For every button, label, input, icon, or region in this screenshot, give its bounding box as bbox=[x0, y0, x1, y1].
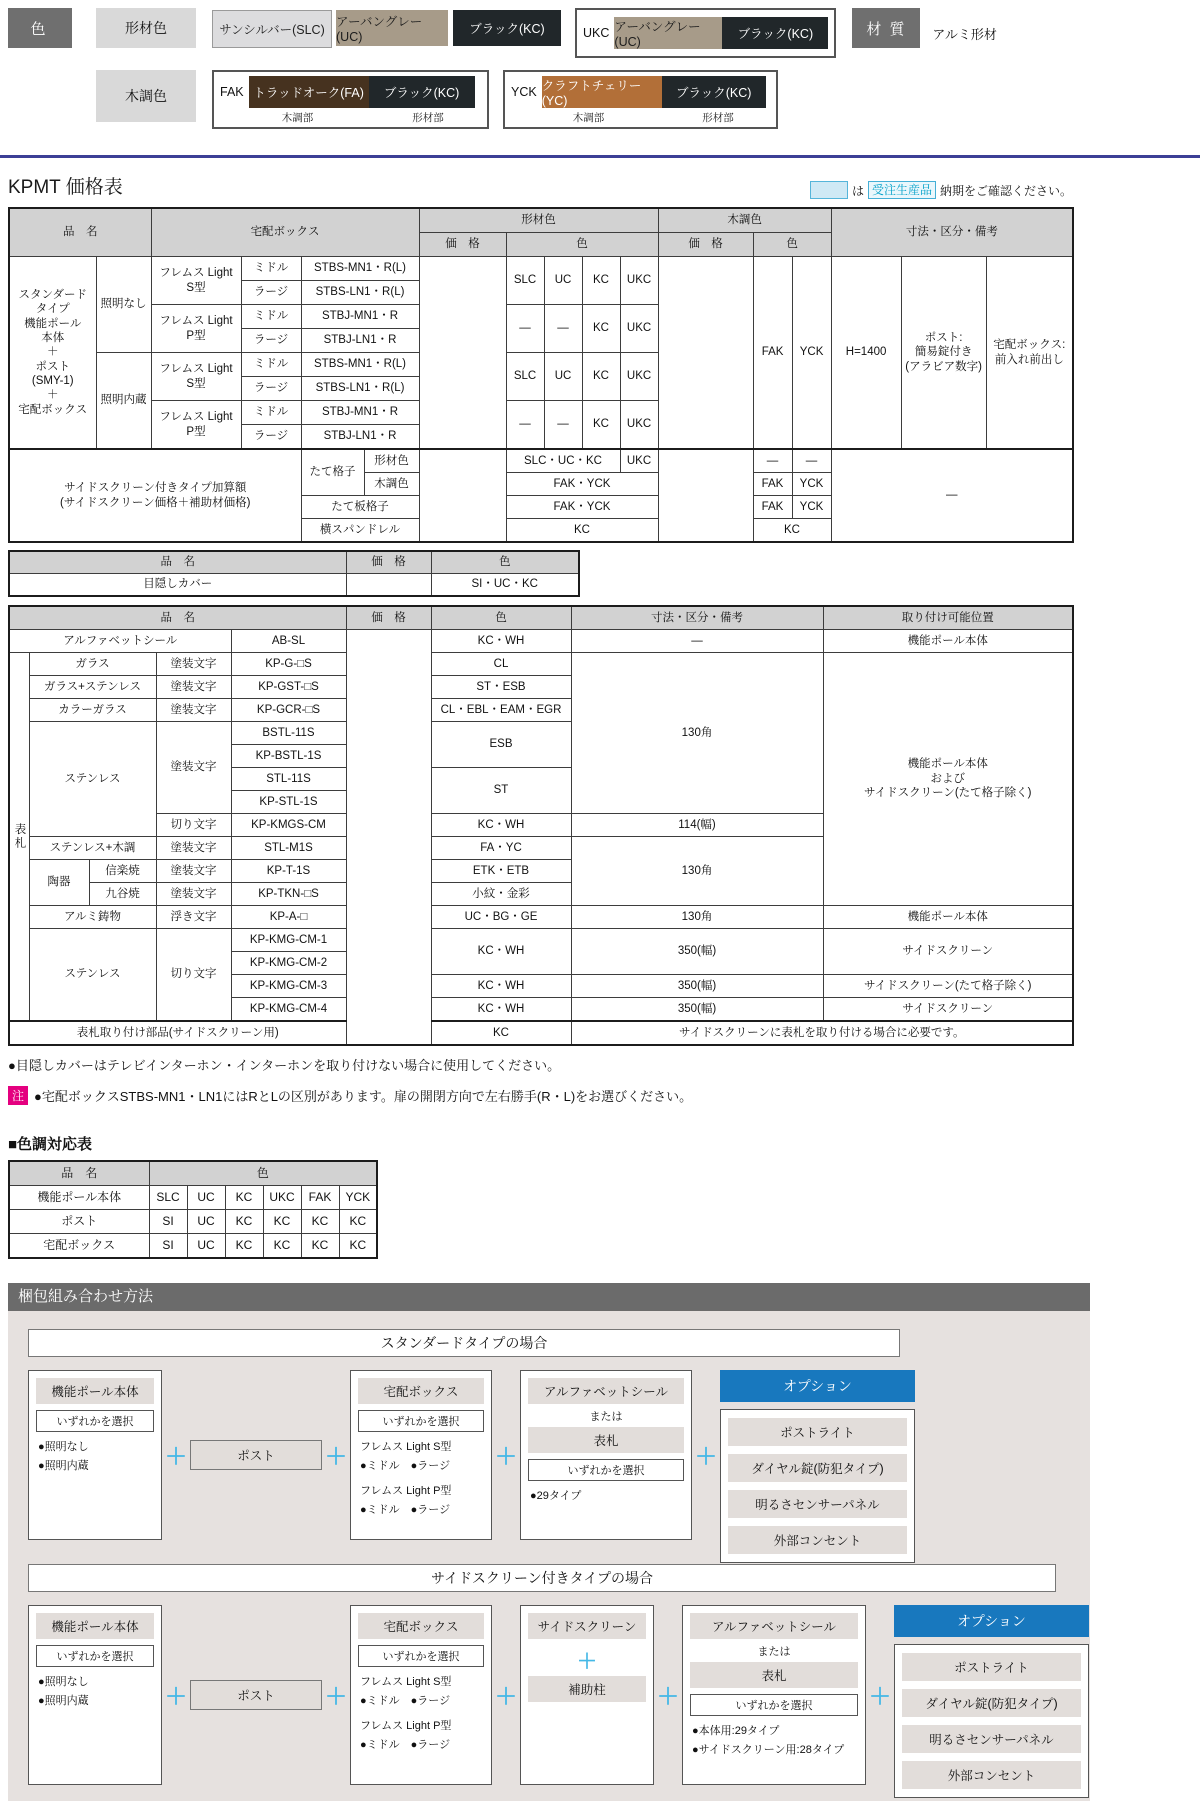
seal-option: ●本体用:29タイプ bbox=[692, 1725, 780, 1737]
cell-np-letter: 切り文字 bbox=[156, 929, 231, 1022]
cell-np-model: KP-KMG-CM-2 bbox=[231, 952, 346, 975]
fak-swatch-black: ブラック(KC) bbox=[369, 76, 475, 108]
cell-color: UC bbox=[544, 257, 582, 305]
post-label: ポスト bbox=[190, 1440, 322, 1470]
seal-label: アルファベットシール bbox=[690, 1613, 858, 1639]
delivery-box-box bbox=[350, 1605, 492, 1785]
cell-np-material: ガラス+ステンレス bbox=[29, 676, 156, 699]
table-row bbox=[9, 1234, 377, 1259]
cell-wood-color: YCK bbox=[792, 257, 831, 450]
cell-np-model: STL-11S bbox=[231, 768, 346, 791]
cell-np-letter: 塗装文字 bbox=[156, 653, 231, 676]
box-series-options: ●ミドル ●ラージ bbox=[360, 1504, 451, 1516]
plus-icon: ＋ bbox=[324, 1683, 347, 1709]
option-item: 明るさセンサーパネル bbox=[902, 1725, 1081, 1753]
cell-np-name: アルファベットシール bbox=[9, 630, 231, 653]
cell-vertical-board-lattice: たて板格子 bbox=[301, 496, 419, 519]
cell-color: — bbox=[544, 305, 582, 353]
color-legend-row2 bbox=[8, 70, 1082, 129]
swatch-sun-silver: サンシルバー(SLC) bbox=[212, 10, 332, 48]
cell-wood-color-tag: 木調色 bbox=[364, 473, 419, 496]
box-series-options: ●ミドル ●ラージ bbox=[360, 1460, 451, 1472]
cell-np-letter: 塗装文字 bbox=[156, 837, 231, 860]
nameplate-side-label: 表札 bbox=[9, 653, 29, 1022]
section-divider bbox=[0, 155, 1200, 158]
cell-size: ラージ bbox=[241, 377, 301, 401]
cell-np-dim: 130角 bbox=[571, 653, 823, 814]
cell-size: ミドル bbox=[241, 305, 301, 329]
plate-label: 表札 bbox=[528, 1427, 684, 1453]
cell-color: UKC bbox=[620, 305, 658, 353]
post-label: ポスト bbox=[190, 1680, 322, 1710]
wood-color-label: 木調色 bbox=[96, 70, 196, 122]
cell-addon-color: FAK・YCK bbox=[506, 496, 658, 519]
cell-shape-price-empty bbox=[419, 257, 506, 450]
cell-color: UC bbox=[544, 353, 582, 401]
cell-np-pos: 機能ポール本体 bbox=[823, 630, 1073, 653]
cell-np-color: CL・EBL・EAM・EGR bbox=[431, 699, 571, 722]
cell-np-mount-part: 表札取り付け部品(サイドスクリーン用) bbox=[9, 1021, 346, 1045]
option-box bbox=[894, 1605, 1089, 1783]
made-to-order-swatch bbox=[810, 181, 848, 199]
cell-color: UKC bbox=[620, 401, 658, 450]
cell-np-dim: 350(幅) bbox=[571, 975, 823, 998]
cell-color: SLC bbox=[506, 257, 544, 305]
swatch-black: ブラック(KC) bbox=[453, 10, 561, 46]
note-rest: 納期をご確認ください。 bbox=[939, 183, 1072, 198]
cell-addon-wood: — bbox=[792, 449, 831, 473]
cell-np-model: KP-KMG-CM-1 bbox=[231, 929, 346, 952]
cell-addon-label: サイドスクリーン付きタイプ加算額 (サイドスクリーン価格＋補助材価格) bbox=[9, 449, 301, 542]
cell-size: ミドル bbox=[241, 353, 301, 377]
pole-option: ●照明内蔵 bbox=[38, 1460, 89, 1472]
or-label: または bbox=[757, 1646, 791, 1658]
cell-color: — bbox=[506, 305, 544, 353]
cell-cover-color: SI・UC・KC bbox=[431, 574, 579, 597]
cell-series-p: フレムス Light P型 bbox=[151, 305, 241, 353]
box-series: フレムス Light P型 bbox=[360, 1485, 452, 1497]
delivery-box-label: 宅配ボックス bbox=[358, 1378, 484, 1404]
delivery-box-select: いずれかを選択 bbox=[358, 1410, 484, 1432]
cell-np-color: ETK・ETB bbox=[431, 860, 571, 883]
th-dim: 寸法・区分・備考 bbox=[831, 208, 1073, 257]
th-wood-color: 木調色 bbox=[658, 208, 831, 233]
cell-series-s: フレムス Light S型 bbox=[151, 353, 241, 401]
yck-swatch-craft-cherry: クラフトチェリー(YC) bbox=[542, 76, 662, 108]
table-row bbox=[9, 1210, 377, 1234]
cell-np-dim: 114(幅) bbox=[571, 814, 823, 837]
plus-icon: ＋ bbox=[324, 1443, 347, 1469]
cell-np-model: KP-TKN-□S bbox=[231, 883, 346, 906]
pole-select: いずれかを選択 bbox=[36, 1645, 154, 1667]
cell-np-pos: 機能ポール本体 および サイドスクリーン(たて格子除く) bbox=[823, 653, 1073, 906]
cell-addon-wood: YCK bbox=[792, 496, 831, 519]
cell-np-color: KC・WH bbox=[431, 929, 571, 975]
cell-np-model: KP-GCR-□S bbox=[231, 699, 346, 722]
th-item: 品 名 bbox=[9, 208, 151, 257]
packing-section bbox=[8, 1283, 1090, 1801]
material-value: アルミ形材 bbox=[932, 26, 997, 42]
option-item: 明るさセンサーパネル bbox=[728, 1490, 907, 1518]
th-wood-color-sub: 色 bbox=[753, 233, 831, 257]
plus-icon: ＋ bbox=[694, 1443, 717, 1469]
th-item: 品 名 bbox=[9, 606, 346, 630]
th-shape-color-sub: 色 bbox=[506, 233, 658, 257]
cell-np-dim: 350(幅) bbox=[571, 929, 823, 975]
ukc-swatch-group bbox=[575, 8, 836, 58]
cell-np-color: 小紋・金彩 bbox=[431, 883, 571, 906]
cell-wood-price-empty bbox=[658, 257, 753, 450]
cell-addon-color: SLC・UC・KC bbox=[506, 449, 620, 473]
seal-label: アルファベットシール bbox=[528, 1378, 684, 1404]
pole-select: いずれかを選択 bbox=[36, 1410, 154, 1432]
cell-np-pos: サイドスクリーン(たて格子除く) bbox=[823, 975, 1073, 998]
page-title: KPMT 価格表 bbox=[8, 177, 123, 198]
option-item: ダイヤル錠(防犯タイプ) bbox=[728, 1454, 907, 1482]
plus-icon: ＋ bbox=[656, 1683, 679, 1709]
swatch-urban-gray: アーバングレー(UC) bbox=[336, 10, 448, 46]
ukc-code: UKC bbox=[583, 26, 610, 40]
ct-cell: KC bbox=[263, 1234, 301, 1259]
seal-option: ●29タイプ bbox=[530, 1490, 582, 1502]
cell-np-dim: 130角 bbox=[571, 906, 823, 929]
ct-cell: KC bbox=[225, 1186, 263, 1210]
ct-cell: KC bbox=[225, 1234, 263, 1259]
ct-cell: UKC bbox=[263, 1186, 301, 1210]
plus-icon: ＋ bbox=[577, 1651, 597, 1673]
th-color: 色 bbox=[431, 551, 579, 574]
cell-cover-price-empty bbox=[346, 574, 431, 597]
th-position: 取り付け可能位置 bbox=[823, 606, 1073, 630]
cell-np-color: KC・WH bbox=[431, 975, 571, 998]
cell-addon-color: FAK・YCK bbox=[506, 473, 658, 496]
ct-row-name: ポスト bbox=[9, 1210, 149, 1234]
cell-np-material: アルミ鋳物 bbox=[29, 906, 156, 929]
cell-size: ラージ bbox=[241, 329, 301, 353]
pole-option: ●照明なし bbox=[38, 1676, 89, 1688]
material-label: 材 質 bbox=[852, 8, 920, 48]
th-shape-price: 価 格 bbox=[419, 233, 506, 257]
fak-wood-part-label: 木調部 bbox=[281, 112, 314, 124]
cell-dim-post: ポスト: 簡易錠付き (アラビア数字) bbox=[901, 257, 986, 450]
pole-option: ●照明内蔵 bbox=[38, 1695, 89, 1707]
cell-addon-wood: FAK bbox=[753, 473, 792, 496]
option-item: ポストライト bbox=[728, 1418, 907, 1446]
cell-np-color: KC bbox=[431, 1021, 571, 1045]
shape-color-label: 形材色 bbox=[96, 8, 196, 48]
cell-model: STBS-MN1・R(L) bbox=[301, 353, 419, 377]
cell-model: STBJ-LN1・R bbox=[301, 425, 419, 450]
cell-color: KC bbox=[582, 353, 620, 401]
cell-np-color: ST bbox=[431, 768, 571, 814]
box-series: フレムス Light S型 bbox=[360, 1676, 452, 1688]
cell-np-model: AB-SL bbox=[231, 630, 346, 653]
cell-np-color: FA・YC bbox=[431, 837, 571, 860]
ct-cell: SI bbox=[149, 1210, 187, 1234]
cell-np-pos: サイドスクリーン bbox=[823, 998, 1073, 1022]
pole-box bbox=[28, 1370, 162, 1540]
cell-dim-height: H=1400 bbox=[831, 257, 901, 450]
cell-np-color: ST・ESB bbox=[431, 676, 571, 699]
ukc-swatch-black: ブラック(KC) bbox=[722, 17, 828, 49]
seal-select: いずれかを選択 bbox=[690, 1694, 858, 1716]
cell-np-model: KP-A-□ bbox=[231, 906, 346, 929]
hidden-cover-table bbox=[8, 550, 580, 597]
plus-icon: ＋ bbox=[164, 1683, 187, 1709]
option-header: オプション bbox=[894, 1605, 1089, 1637]
seal-box bbox=[682, 1605, 866, 1785]
cell-size: ラージ bbox=[241, 281, 301, 305]
cell-model: STBS-LN1・R(L) bbox=[301, 377, 419, 401]
ct-cell: UC bbox=[187, 1186, 225, 1210]
cell-np-letter: 塗装文字 bbox=[156, 699, 231, 722]
catalog-page bbox=[0, 8, 1200, 1783]
th-delivery-box: 宅配ボックス bbox=[151, 208, 419, 257]
cell-size: ミドル bbox=[241, 257, 301, 281]
cell-np-pos: サイドスクリーン bbox=[823, 929, 1073, 975]
cell-np-dim: — bbox=[571, 630, 823, 653]
cell-color: KC bbox=[582, 401, 620, 450]
pole-label: 機能ポール本体 bbox=[36, 1613, 154, 1639]
cell-light-off: 照明なし bbox=[96, 257, 151, 353]
cell-np-color: KC・WH bbox=[431, 998, 571, 1022]
cell-model: STBJ-MN1・R bbox=[301, 401, 419, 425]
cell-np-model: KP-KMGS-CM bbox=[231, 814, 346, 837]
th-shape-color: 形材色 bbox=[419, 208, 658, 233]
cell-np-note: サイドスクリーンに表札を取り付ける場合に必要です。 bbox=[571, 1021, 1073, 1045]
cell-np-letter: 塗装文字 bbox=[156, 676, 231, 699]
ct-cell: SI bbox=[149, 1234, 187, 1259]
cell-np-dim: 130角 bbox=[571, 837, 823, 906]
cell-np-color: UC・BG・GE bbox=[431, 906, 571, 929]
delivery-box-select: いずれかを選択 bbox=[358, 1645, 484, 1667]
th-color: 色 bbox=[149, 1161, 377, 1186]
cell-np-material: ガラス bbox=[29, 653, 156, 676]
cell-vertical-lattice: たて格子 bbox=[301, 449, 364, 496]
ct-row-name: 宅配ボックス bbox=[9, 1234, 149, 1259]
cell-np-model: STL-M1S bbox=[231, 837, 346, 860]
fak-swatch-trad-oak: トラッドオーク(FA) bbox=[249, 76, 369, 108]
yck-shape-part-label: 形材部 bbox=[702, 112, 734, 124]
option-header: オプション bbox=[720, 1370, 915, 1402]
color-label: 色 bbox=[8, 8, 72, 48]
caution-badge: 注 bbox=[8, 1086, 28, 1105]
cell-size: ラージ bbox=[241, 425, 301, 450]
made-to-order-note bbox=[810, 181, 1072, 199]
fak-shape-part-label: 形材部 bbox=[412, 112, 444, 124]
made-to-order-badge: 受注生産品 bbox=[868, 181, 936, 199]
cell-color: — bbox=[544, 401, 582, 450]
pole-option: ●照明なし bbox=[38, 1441, 89, 1453]
packing-case-standard bbox=[8, 1311, 1090, 1548]
option-item: 外部コンセント bbox=[902, 1761, 1081, 1789]
ukc-swatch-urban-gray: アーバングレー(UC) bbox=[614, 17, 722, 49]
ct-cell: KC bbox=[301, 1234, 339, 1259]
th-color: 色 bbox=[431, 606, 571, 630]
cell-np-model: KP-G-□S bbox=[231, 653, 346, 676]
cell-np-price-empty bbox=[346, 630, 431, 1046]
note-is: は bbox=[851, 183, 864, 198]
cell-np-material: 陶器 bbox=[29, 860, 89, 906]
cell-np-model: BSTL-11S bbox=[231, 722, 346, 745]
plus-icon: ＋ bbox=[164, 1443, 187, 1469]
note-hidden-cover: ●目隠しカバーはテレビインターホン・インターホンを取り付けない場合に使用してください。 bbox=[8, 1058, 561, 1073]
cell-np-model: KP-GST-□S bbox=[231, 676, 346, 699]
ct-cell: SLC bbox=[149, 1186, 187, 1210]
cell-model: STBS-LN1・R(L) bbox=[301, 281, 419, 305]
cell-horizontal-spandrel: 横スパンドレル bbox=[301, 519, 419, 543]
cell-np-color: KC・WH bbox=[431, 814, 571, 837]
th-price: 価 格 bbox=[346, 551, 431, 574]
table-row bbox=[9, 1186, 377, 1210]
or-label: または bbox=[589, 1411, 623, 1423]
th-dim: 寸法・区分・備考 bbox=[571, 606, 823, 630]
cell-cover-name: 目隠しカバー bbox=[9, 574, 346, 597]
cell-color: KC bbox=[582, 305, 620, 353]
cell-addon-price-empty bbox=[419, 449, 506, 542]
cell-dim-box: 宅配ボックス: 前入れ前出し bbox=[986, 257, 1073, 450]
cell-np-color: CL bbox=[431, 653, 571, 676]
ct-cell: UC bbox=[187, 1210, 225, 1234]
ct-cell: KC bbox=[339, 1234, 377, 1259]
cell-np-letter: 塗装文字 bbox=[156, 883, 231, 906]
cell-np-material: ステンレス+木調 bbox=[29, 837, 156, 860]
cell-color: SLC bbox=[506, 353, 544, 401]
cell-np-model: KP-T-1S bbox=[231, 860, 346, 883]
cell-wood-color: FAK bbox=[753, 257, 792, 450]
ct-cell: KC bbox=[301, 1210, 339, 1234]
box-series-options: ●ミドル ●ラージ bbox=[360, 1739, 451, 1751]
cell-addon-color: KC bbox=[506, 519, 658, 543]
plate-label: 表札 bbox=[690, 1662, 858, 1688]
fak-code: FAK bbox=[220, 85, 244, 99]
note-delivery-box bbox=[8, 1086, 1082, 1105]
ct-cell: KC bbox=[225, 1210, 263, 1234]
cell-model: STBJ-MN1・R bbox=[301, 305, 419, 329]
option-box bbox=[720, 1370, 915, 1548]
seal-box bbox=[520, 1370, 692, 1540]
ct-cell: KC bbox=[339, 1210, 377, 1234]
cell-addon-color: UKC bbox=[620, 449, 658, 473]
side-screen-addon-table bbox=[8, 448, 1074, 543]
cell-np-letter: 浮き文字 bbox=[156, 906, 231, 929]
cell-np-submaterial: 信楽焼 bbox=[89, 860, 156, 883]
packing-section-header: 梱包組み合わせ方法 bbox=[8, 1283, 1090, 1311]
th-item: 品 名 bbox=[9, 551, 346, 574]
note-delivery-box-text: ●宅配ボックスSTBS-MN1・LN1にはRとLの区別があります。扉の開閉方向で左右勝手(R・L)をお選びください。 bbox=[34, 1089, 693, 1104]
box-series: フレムス Light P型 bbox=[360, 1720, 452, 1732]
nameplate-table bbox=[8, 605, 1074, 1046]
auxiliary-post-label: 補助柱 bbox=[528, 1676, 646, 1702]
color-table-title: ■色調対応表 bbox=[8, 1136, 93, 1153]
ct-cell: YCK bbox=[339, 1186, 377, 1210]
cell-size: ミドル bbox=[241, 401, 301, 425]
cell-color: UKC bbox=[620, 257, 658, 305]
cell-np-dim: 350(幅) bbox=[571, 998, 823, 1022]
cell-np-material: ステンレス bbox=[29, 929, 156, 1022]
cell-addon-wood: YCK bbox=[792, 473, 831, 496]
cell-model: STBJ-LN1・R bbox=[301, 329, 419, 353]
yck-swatch-black: ブラック(KC) bbox=[662, 76, 766, 108]
yck-wood-part-label: 木調部 bbox=[572, 112, 605, 124]
cell-addon-wood-price-empty bbox=[658, 449, 753, 542]
cell-np-color: KC・WH bbox=[431, 630, 571, 653]
plus-icon: ＋ bbox=[494, 1443, 517, 1469]
cell-addon-wood: FAK bbox=[753, 496, 792, 519]
color-correspondence-table bbox=[8, 1160, 378, 1259]
cell-np-letter: 塗装文字 bbox=[156, 722, 231, 814]
cell-np-model: KP-BSTL-1S bbox=[231, 745, 346, 768]
cell-product-group: スタンダード タイプ 機能ポール 本体 ＋ ポスト (SMY-1) ＋ 宅配ボックス bbox=[9, 257, 96, 450]
cell-addon-dim: — bbox=[831, 449, 1073, 542]
ct-cell: UC bbox=[187, 1234, 225, 1259]
fak-swatch-group bbox=[212, 70, 489, 129]
pole-label: 機能ポール本体 bbox=[36, 1378, 154, 1404]
cell-np-material: ステンレス bbox=[29, 722, 156, 837]
cell-addon-wood: — bbox=[753, 449, 792, 473]
cell-addon-wood: KC bbox=[753, 519, 831, 543]
case-title: スタンダードタイプの場合 bbox=[28, 1329, 900, 1357]
ct-row-name: 機能ポール本体 bbox=[9, 1186, 149, 1210]
th-wood-price: 価 格 bbox=[658, 233, 753, 257]
cell-series-p: フレムス Light P型 bbox=[151, 401, 241, 450]
option-item: 外部コンセント bbox=[728, 1526, 907, 1554]
side-screen-label: サイドスクリーン bbox=[528, 1613, 646, 1639]
case-title: サイドスクリーン付きタイプの場合 bbox=[28, 1564, 1056, 1592]
color-legend-row1 bbox=[8, 8, 1082, 58]
cell-np-submaterial: 九谷焼 bbox=[89, 883, 156, 906]
box-series: フレムス Light S型 bbox=[360, 1441, 452, 1453]
cell-model: STBS-MN1・R(L) bbox=[301, 257, 419, 281]
cell-np-letter: 塗装文字 bbox=[156, 860, 231, 883]
ct-cell: FAK bbox=[301, 1186, 339, 1210]
cell-np-pos: 機能ポール本体 bbox=[823, 906, 1073, 929]
box-series-options: ●ミドル ●ラージ bbox=[360, 1695, 451, 1707]
cell-np-model: KP-STL-1S bbox=[231, 791, 346, 814]
cell-np-model: KP-KMG-CM-3 bbox=[231, 975, 346, 998]
cell-color: KC bbox=[582, 257, 620, 305]
option-item: ポストライト bbox=[902, 1653, 1081, 1681]
cell-np-letter: 切り文字 bbox=[156, 814, 231, 837]
cell-np-color: ESB bbox=[431, 722, 571, 768]
kpmt-price-table bbox=[8, 207, 1074, 450]
th-item: 品 名 bbox=[9, 1161, 149, 1186]
cell-color: UKC bbox=[620, 353, 658, 401]
cell-light-on: 照明内蔵 bbox=[96, 353, 151, 450]
yck-swatch-group bbox=[503, 70, 778, 129]
cell-np-model: KP-KMG-CM-4 bbox=[231, 998, 346, 1022]
th-price: 価 格 bbox=[346, 606, 431, 630]
delivery-box-box bbox=[350, 1370, 492, 1540]
plus-icon: ＋ bbox=[494, 1683, 517, 1709]
packing-case-side-screen bbox=[8, 1546, 1090, 1785]
pole-box bbox=[28, 1605, 162, 1785]
plus-icon: ＋ bbox=[868, 1683, 891, 1709]
ct-cell: KC bbox=[263, 1210, 301, 1234]
cell-series-s: フレムス Light S型 bbox=[151, 257, 241, 305]
side-screen-box bbox=[520, 1605, 654, 1785]
delivery-box-label: 宅配ボックス bbox=[358, 1613, 484, 1639]
seal-option: ●サイドスクリーン用:28タイプ bbox=[692, 1744, 845, 1756]
cell-np-material: カラーガラス bbox=[29, 699, 156, 722]
option-item: ダイヤル錠(防犯タイプ) bbox=[902, 1689, 1081, 1717]
cell-shape-color-tag: 形材色 bbox=[364, 449, 419, 473]
yck-code: YCK bbox=[511, 85, 537, 99]
seal-select: いずれかを選択 bbox=[528, 1459, 684, 1481]
cell-color: — bbox=[506, 401, 544, 450]
